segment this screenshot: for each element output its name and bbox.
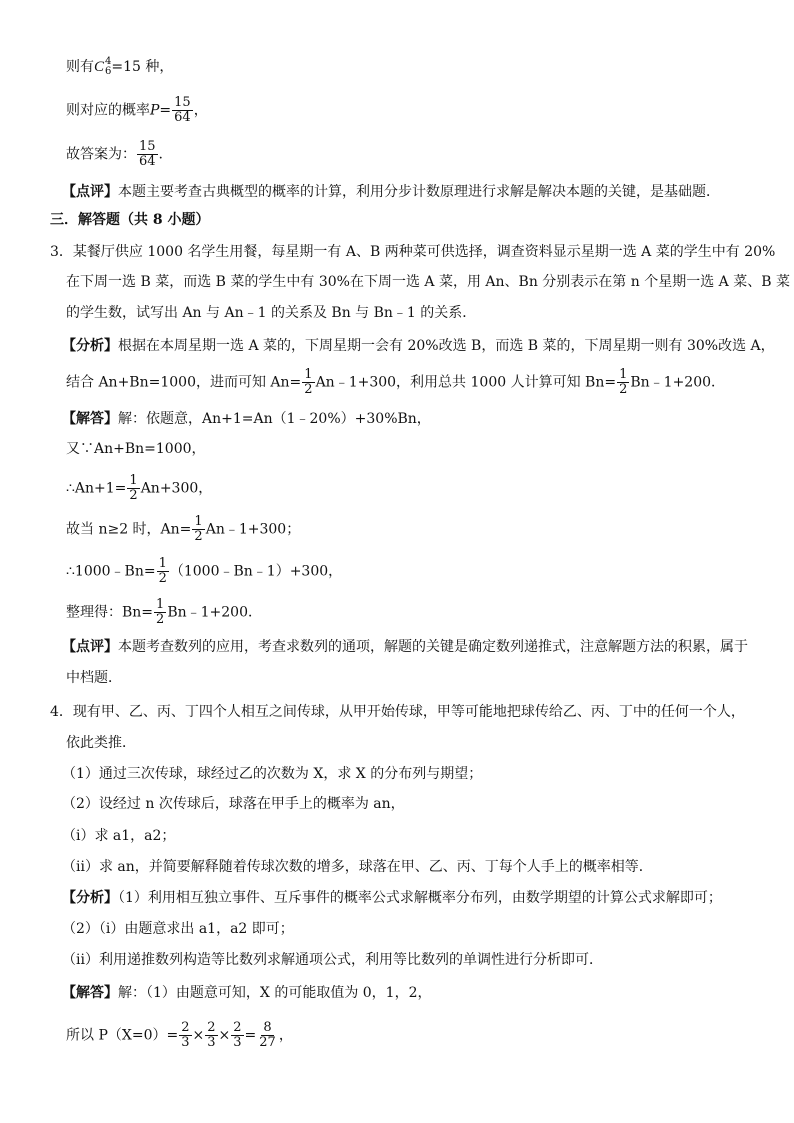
q3-comment-line2: 中档题． (66, 670, 122, 686)
fraction-half (154, 598, 166, 627)
text-a: ∴An+1= (66, 480, 127, 497)
q3-solution-line4 (66, 515, 300, 544)
text-pre: 故答案为： (66, 146, 136, 163)
q3-solution-line6 (66, 598, 262, 627)
q4-analysis-line1 (62, 888, 722, 908)
numerator: 1 (194, 514, 203, 529)
times-sign: × (218, 1027, 231, 1044)
text-a: 故当 n≥2 时，An= (66, 521, 192, 538)
fraction-1 (179, 1021, 191, 1050)
comb-bottom: 6 (105, 66, 112, 77)
text-a: 所以 P（X=0）= (66, 1027, 179, 1044)
solution-text: 解：（1）由题意可知，X 的可能取值为 0，1，2， (118, 985, 432, 1001)
numerator: 2 (233, 1020, 242, 1035)
line-combination (66, 57, 173, 77)
fraction (172, 96, 193, 125)
denominator: 2 (619, 382, 628, 397)
text-b: Bn﹣1+200． (167, 604, 262, 621)
numerator: 1 (158, 556, 167, 571)
text-pre: 则有 (66, 59, 94, 75)
text-a: 整理得：Bn= (66, 604, 154, 621)
text-c: Bn﹣1+200． (630, 374, 726, 391)
fraction-half (157, 557, 169, 586)
analysis-tag: 【分析】 (62, 338, 118, 354)
fraction (137, 140, 158, 169)
denominator: 3 (181, 1035, 190, 1050)
denominator: 2 (194, 529, 203, 544)
text-post: . (158, 146, 163, 163)
text-a: 结合 An+Bn=1000，进而可知 An= (66, 374, 302, 391)
comment-tag: 【点评】 (62, 639, 118, 655)
denominator: 64 (139, 154, 156, 169)
q4-analysis-line2: （2）（i）由题意求出 a1，a2 即可； (62, 921, 294, 937)
q4-line1: 4．现有甲、乙、丙、丁四个人相互之间传球，从甲开始传球，甲等可能地把球传给乙、丙、丁中的任何一个人， (50, 704, 745, 720)
solution-text: 解：依题意，An+1=An（1﹣20%）+30%Bn， (118, 411, 431, 427)
denominator: 27 (259, 1035, 276, 1050)
denominator: 3 (233, 1035, 242, 1050)
combination-symbol (94, 57, 111, 77)
q3-comment-line1 (62, 637, 748, 657)
text-b: An﹣1+300； (205, 521, 301, 538)
q3-solution-line3 (66, 474, 212, 503)
comment-text: 本题主要考查古典概型的概率的计算，利用分步计数原理进行求解是解决本题的关键，是基础题． (118, 184, 720, 200)
fraction-2 (205, 1021, 217, 1050)
text-post: =15 种， (111, 59, 174, 75)
text-post: ， (193, 102, 208, 119)
fraction-4 (257, 1021, 278, 1050)
text-pre: 则对应的概率 (66, 102, 150, 119)
analysis-text: 根据在本周星期一选 A 菜的，下周星期一会有 20%改选 B，而选 B 菜的，下周星期一则有 30%改选 A， (118, 338, 775, 354)
fraction-half (617, 368, 629, 397)
numerator: 1 (129, 473, 138, 488)
q4-part2-i: （ⅰ）求 a1，a2； (62, 828, 176, 844)
text-a: ∴1000﹣Bn= (66, 563, 156, 580)
q4-line2: 依此类推． (66, 735, 136, 751)
line-answer (66, 140, 163, 169)
q3-line3: 的学生数，试写出 An 与 An﹣1 的关系及 Bn 与 Bn﹣1 的关系． (66, 305, 477, 321)
text-b: An﹣1+300，利用总共 1000 人计算可知 Bn= (315, 374, 617, 391)
q4-part2-ii: （ⅱ）求 an，并简要解释随着传球次数的增多，球落在甲、乙、丙、丁每个人手上的概率相等． (62, 859, 653, 875)
line-comment (62, 182, 720, 202)
text-b: An+300， (140, 480, 213, 497)
numerator: 15 (174, 95, 191, 110)
times-sign: × (192, 1027, 205, 1044)
fraction-half (127, 474, 139, 503)
denominator: 2 (129, 488, 138, 503)
q3-analysis-line2 (66, 368, 725, 397)
q3-solution-line2: 又∵An+Bn=1000， (66, 441, 206, 457)
comment-tag: 【点评】 (62, 184, 118, 200)
numerator: 2 (181, 1020, 190, 1035)
denominator: 64 (174, 110, 191, 125)
denominator: 2 (304, 382, 313, 397)
q3-analysis-line1 (62, 336, 775, 356)
fraction-half (192, 515, 204, 544)
text-b: （1000﹣Bn﹣1）+300， (169, 563, 343, 580)
numerator: 8 (263, 1020, 272, 1035)
q4-part2: （2）设经过 n 次传球后，球落在甲手上的概率为 an， (62, 796, 405, 812)
line-probability (66, 96, 208, 125)
fraction-half (302, 368, 314, 397)
numerator: 15 (139, 139, 156, 154)
numerator: 1 (304, 367, 313, 382)
numerator: 1 (156, 597, 165, 612)
comb-letter: C (94, 59, 105, 75)
analysis-text: （1）利用相互独立事件、互斥事件的概率公式求解概率分布列，由数学期望的计算公式求解即可； (118, 890, 722, 906)
q3-line1: 3．某餐厅供应 1000 名学生用餐，每星期一有 A、B 两种菜可供选择，调查资料显示星期一选 A 菜的学生中有 20% (50, 244, 776, 260)
q4-solution-line1 (62, 983, 432, 1003)
q3-line2: 在下周一选 B 菜，而选 B 菜的学生中有 30%在下周一选 A 菜，用 An、Bn 分别表示在第 n 个星期一选 A 菜、B 菜 (66, 274, 790, 290)
q3-solution-line5 (66, 557, 342, 586)
analysis-tag: 【分析】 (62, 890, 118, 906)
comb-top: 4 (105, 56, 112, 67)
equals: = (159, 102, 172, 119)
q4-analysis-line3: （ii）利用递推数列构造等比数列求解通项公式，利用等比数列的单调性进行分析即可． (62, 952, 603, 968)
q4-part1: （1）通过三次传球，球经过乙的次数为 X，求 X 的分布列与期望； (62, 766, 483, 782)
numerator: 1 (619, 367, 628, 382)
comment-text: 本题考查数列的应用，考查求数列的通项，解题的关键是确定数列递推式，注意解题方法的积累，属于 (118, 639, 748, 655)
section-heading: 三．解答题（共 8 小题） (50, 212, 210, 228)
q4-solution-line2: 所以 P（X=0）= $\frac{2}{3}$ × $\frac{2}{3}$ × $\frac{2}{3}$ = $\frac{8}{27}$ ， (66, 1020, 293, 1050)
var-p: P (150, 102, 160, 119)
denominator: 2 (156, 612, 165, 627)
text-b: ， (278, 1027, 293, 1044)
solution-tag: 【解答】 (62, 985, 118, 1001)
denominator: 2 (158, 571, 167, 586)
numerator: 2 (207, 1020, 216, 1035)
q3-solution-line1 (62, 409, 431, 429)
fraction-3 (231, 1021, 243, 1050)
solution-tag: 【解答】 (62, 411, 118, 427)
denominator: 3 (207, 1035, 216, 1050)
